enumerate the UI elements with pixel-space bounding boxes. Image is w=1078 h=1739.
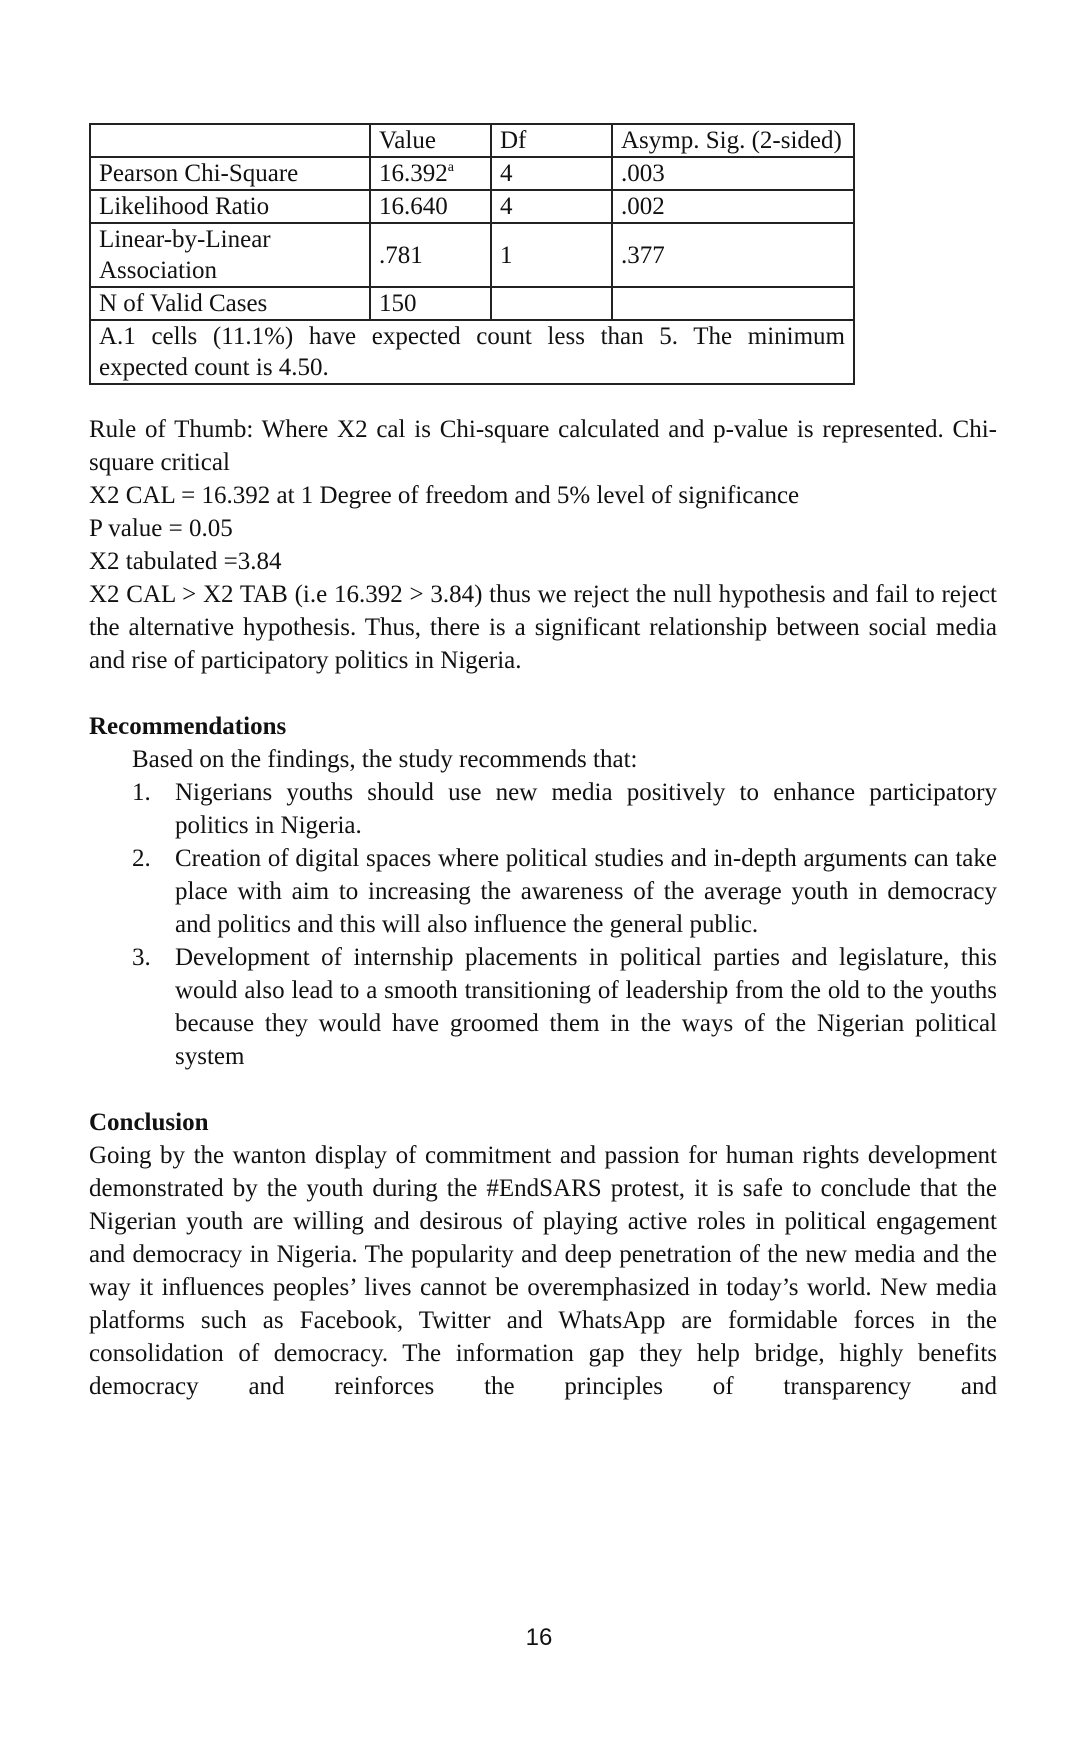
- footnote-marker: a: [447, 160, 454, 175]
- rule-line: X2 CAL > X2 TAB (i.e 16.392 > 3.84) thus we reject the null hypothesis and fail to reject the alternative hypothesis. Thus, there is a significant relationship between social media and rise of participatory politics in Nigeria.: [89, 581, 997, 674]
- table-row: [90, 157, 854, 190]
- list-number: 1.: [132, 779, 151, 806]
- conclusion-heading: Conclusion: [89, 1109, 209, 1136]
- row-label: Likelihood Ratio: [90, 190, 370, 223]
- list-item: [89, 842, 997, 941]
- table-header-cell: Df: [491, 124, 612, 157]
- row-value: 16.640: [370, 190, 491, 223]
- table-row: [90, 223, 854, 287]
- table-header-cell: Asymp. Sig. (2-sided): [612, 124, 854, 157]
- table-note-row: [90, 320, 854, 384]
- rule-line: X2 tabulated =3.84: [89, 548, 282, 575]
- conclusion-section: [89, 1106, 997, 1403]
- row-value: .781: [370, 223, 491, 287]
- table-header-cell: Value: [370, 124, 491, 157]
- list-text: Development of internship placements in political parties and legislature, this would also lead to a smooth transitioning of leadership from the old to the youths because they would have groomed them in the ways of the Nigerian political system: [175, 944, 997, 1070]
- list-number: 3.: [132, 944, 151, 971]
- row-value: 150: [370, 287, 491, 320]
- list-text: Nigerians youths should use new media positively to enhance participatory politics in Nigeria.: [175, 779, 997, 839]
- conclusion-text: Going by the wanton display of commitment and passion for human rights development demonstrated by the youth during the #EndSARS protest, it is safe to conclude that the Nigerian youth are willing and desirous of playing active roles in political engagement and democracy in Nigeria. The popularity and deep penetration of the new media and the way it influences peoples’ lives cannot be overemphasized in today’s world. New media platforms such as Facebook, Twitter and WhatsApp are formidable forces in the consolidation of democracy. The information gap they help bridge, highly benefits democracy and reinforces the principles of transparency and: [89, 1142, 997, 1400]
- recommendations-section: [89, 710, 997, 1073]
- list-item: [89, 776, 997, 842]
- page-content: [89, 123, 997, 1403]
- row-df: 4: [491, 157, 612, 190]
- row-label: Pearson Chi-Square: [90, 157, 370, 190]
- page-number: 16: [525, 1624, 553, 1651]
- row-df: [491, 287, 612, 320]
- table-row: [90, 287, 854, 320]
- row-sig: [612, 287, 854, 320]
- recommendations-intro: Based on the findings, the study recommends that:: [132, 746, 638, 773]
- recommendations-heading: Recommendations: [89, 713, 287, 740]
- recommendations-list: [89, 776, 997, 1073]
- list-item: [89, 941, 997, 1073]
- row-sig: .002: [612, 190, 854, 223]
- rule-line: Rule of Thumb: Where X2 cal is Chi-square calculated and p-value is represented. Chi-square critical: [89, 416, 997, 476]
- table-note: A.1 cells (11.1%) have expected count less than 5. The minimum expected count is 4.50.: [90, 320, 854, 384]
- list-number: 2.: [132, 845, 151, 872]
- row-df: 4: [491, 190, 612, 223]
- table-header-cell: [90, 124, 370, 157]
- rule-line: P value = 0.05: [89, 515, 233, 542]
- rule-of-thumb: [89, 413, 997, 677]
- row-df: 1: [491, 223, 612, 287]
- rule-line: X2 CAL = 16.392 at 1 Degree of freedom and 5% level of significance: [89, 482, 800, 509]
- row-value: [370, 157, 491, 190]
- table-header-row: [90, 124, 854, 157]
- row-label: N of Valid Cases: [90, 287, 370, 320]
- row-label: Linear-by-Linear Association: [90, 223, 370, 287]
- row-sig: .003: [612, 157, 854, 190]
- table-row: [90, 190, 854, 223]
- value-text: 16.392: [379, 160, 448, 187]
- row-sig: .377: [612, 223, 854, 287]
- chi-square-table: [89, 123, 855, 385]
- list-text: Creation of digital spaces where political studies and in-depth arguments can take place with aim to increasing the awareness of the average youth in democracy and politics and this will also influence the general public.: [175, 845, 997, 938]
